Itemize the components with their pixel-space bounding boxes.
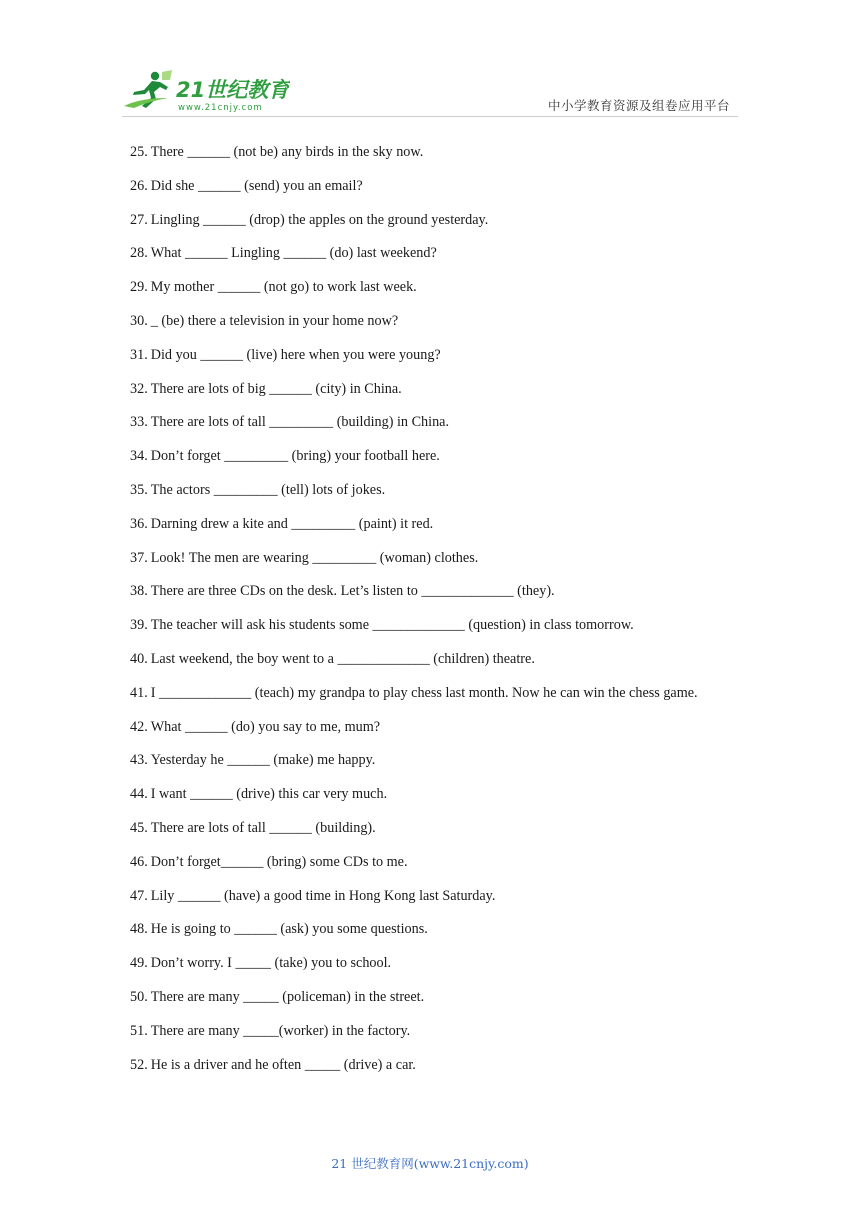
- header-divider: [122, 116, 738, 117]
- question-text: Yesterday he ______ (make) me happy.: [150, 752, 376, 769]
- question-text: What ______ (do) you say to me, mum?: [150, 718, 381, 735]
- question-item: [130, 271, 730, 305]
- question-item: [130, 305, 730, 339]
- question-item: [130, 170, 730, 204]
- question-item: [130, 508, 730, 542]
- question-text: There are lots of big ______ (city) in China.: [150, 380, 402, 397]
- question-number: 43.: [130, 752, 148, 769]
- question-list: [130, 136, 730, 1082]
- question-text: There are three CDs on the desk. Let’s listen to _____________ (they).: [150, 583, 555, 600]
- question-number: 34.: [130, 448, 148, 465]
- question-number: 46.: [130, 853, 148, 870]
- question-item: [130, 880, 730, 914]
- question-number: 32.: [130, 380, 148, 397]
- question-item: [130, 1015, 730, 1049]
- question-item: [130, 237, 730, 271]
- runner-icon: [124, 70, 172, 108]
- question-text: The teacher will ask his students some _____________ (question) in class tomorrow.: [150, 617, 634, 634]
- question-text: Darning drew a kite and _________ (paint) it red.: [150, 515, 434, 532]
- question-item: [130, 1049, 730, 1083]
- logo-url: www.21cnjy.com: [178, 103, 263, 113]
- question-item: [130, 846, 730, 880]
- question-item: [130, 981, 730, 1015]
- question-text: He is a driver and he often _____ (drive) a car.: [150, 1056, 416, 1073]
- question-number: 29.: [130, 279, 148, 296]
- question-text: There are lots of tall ______ (building).: [150, 819, 376, 836]
- question-number: 52.: [130, 1056, 148, 1073]
- question-number: 51.: [130, 1022, 148, 1039]
- question-text: There are many _____(worker) in the factory.: [150, 1022, 411, 1039]
- question-number: 50.: [130, 988, 148, 1005]
- question-text: Lingling ______ (drop) the apples on the ground yesterday.: [150, 211, 489, 228]
- page-footer: 21 世纪教育网(www.21cnjy.com): [331, 1156, 529, 1171]
- question-text: My mother ______ (not go) to work last week.: [150, 279, 417, 296]
- question-number: 35.: [130, 481, 148, 498]
- question-item: [130, 609, 730, 643]
- question-number: 40.: [130, 650, 148, 667]
- question-text: There are many _____ (policeman) in the street.: [150, 988, 425, 1005]
- question-text: I _____________ (teach) my grandpa to play chess last month. Now he can win the chess game.: [150, 684, 698, 701]
- question-text: Don’t forget______ (bring) some CDs to me.: [150, 853, 408, 870]
- logo-21cnjy: [122, 68, 290, 116]
- question-text: Don’t forget _________ (bring) your football here.: [150, 448, 440, 465]
- question-item: [130, 677, 730, 711]
- question-item: [130, 575, 730, 609]
- question-item: [130, 744, 730, 778]
- question-item: [130, 136, 730, 170]
- question-number: 26.: [130, 177, 148, 194]
- question-number: 37.: [130, 549, 148, 566]
- question-item: [130, 778, 730, 812]
- question-number: 48.: [130, 921, 148, 938]
- question-number: 36.: [130, 515, 148, 532]
- question-text: _ (be) there a television in your home now?: [150, 312, 399, 329]
- question-text: Did you ______ (live) here when you were young?: [150, 346, 441, 363]
- question-text: The actors _________ (tell) lots of jokes.: [150, 481, 386, 498]
- question-item: [130, 339, 730, 373]
- question-text: Did she ______ (send) you an email?: [150, 177, 363, 194]
- question-text: Lily ______ (have) a good time in Hong Kong last Saturday.: [150, 887, 496, 904]
- question-text: Look! The men are wearing _________ (woman) clothes.: [150, 549, 479, 566]
- question-number: 45.: [130, 819, 148, 836]
- question-number: 49.: [130, 955, 148, 972]
- question-item: [130, 373, 730, 407]
- question-item: [130, 440, 730, 474]
- question-text: There ______ (not be) any birds in the sky now.: [150, 144, 424, 160]
- question-text: He is going to ______ (ask) you some questions.: [150, 921, 428, 938]
- question-number: 38.: [130, 583, 148, 600]
- question-number: 39.: [130, 617, 148, 634]
- question-number: 28.: [130, 245, 148, 262]
- question-number: 33.: [130, 414, 148, 431]
- question-text: There are lots of tall _________ (building) in China.: [150, 414, 450, 431]
- question-item: [130, 711, 730, 745]
- question-text: I want ______ (drive) this car very much.: [150, 786, 388, 803]
- question-number: 41.: [130, 684, 148, 701]
- logo-text: 21世纪教育: [176, 78, 290, 102]
- question-number: 30.: [130, 312, 148, 329]
- question-number: 27.: [130, 211, 148, 228]
- question-item: [130, 204, 730, 238]
- question-text: Don’t worry. I _____ (take) you to school.: [150, 955, 392, 972]
- page-header: [0, 0, 860, 118]
- question-item: [130, 643, 730, 677]
- question-number: 42.: [130, 718, 148, 735]
- question-text: What ______ Lingling ______ (do) last weekend?: [150, 245, 437, 262]
- question-item: [130, 947, 730, 981]
- platform-caption: 中小学教育资源及组卷应用平台: [547, 98, 730, 113]
- question-number: 47.: [130, 887, 148, 904]
- question-item: [130, 542, 730, 576]
- question-item: [130, 812, 730, 846]
- question-item: [130, 913, 730, 947]
- question-number: 44.: [130, 786, 148, 803]
- question-text: Last weekend, the boy went to a _____________ (children) theatre.: [150, 650, 535, 667]
- question-item: [130, 406, 730, 440]
- question-number: 31.: [130, 346, 148, 363]
- question-item: [130, 474, 730, 508]
- question-number: 25.: [130, 144, 148, 160]
